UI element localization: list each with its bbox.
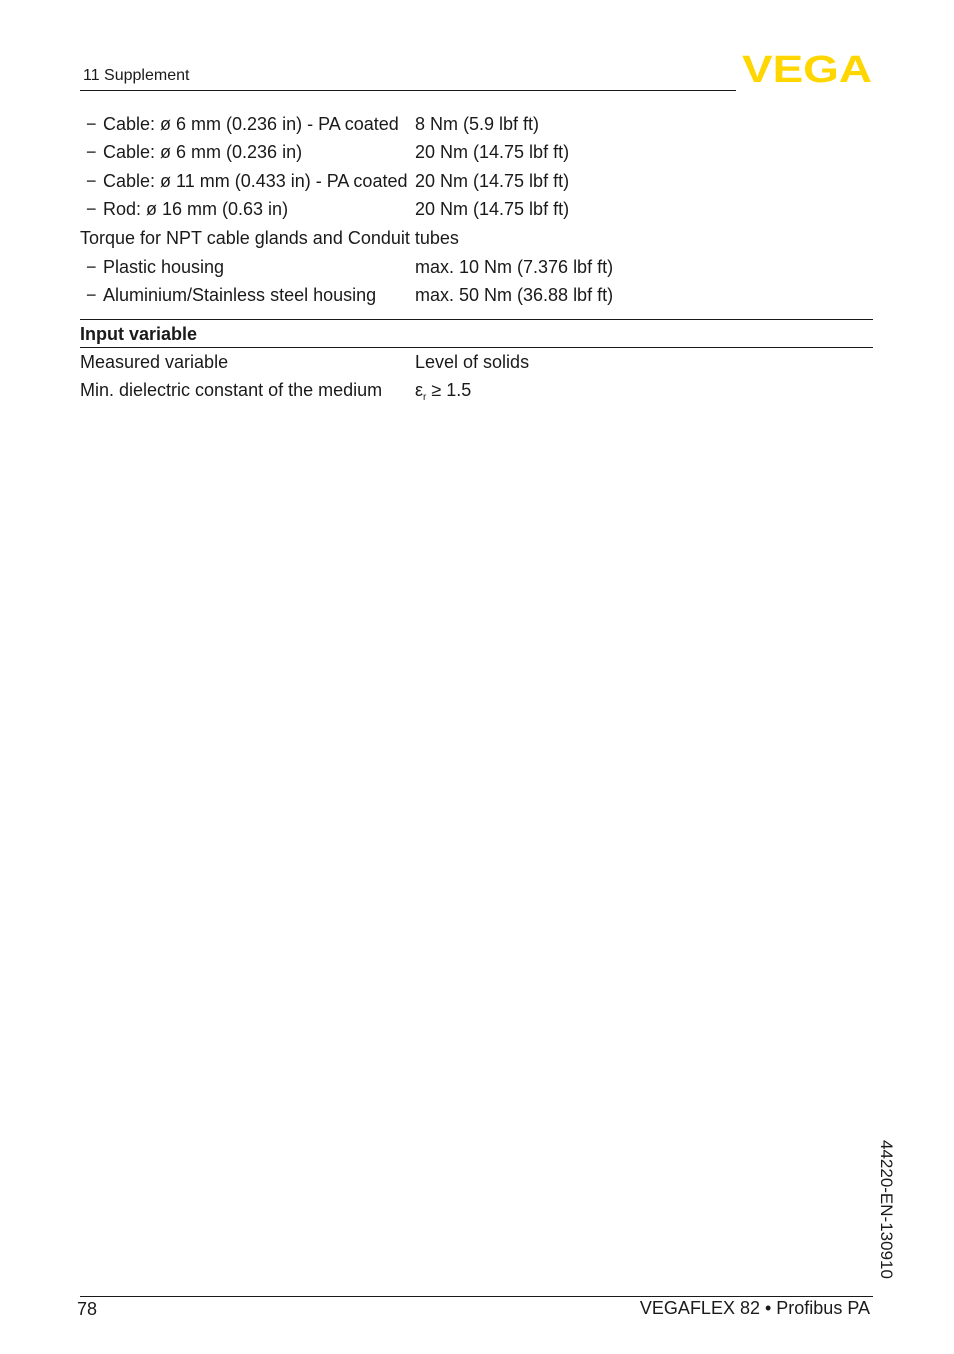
epsilon-subscript: r (423, 392, 427, 403)
row-value: 20 Nm (14.75 lbf ft) (415, 142, 570, 162)
row-label: Cable: ø 11 mm (0.433 in) - PA coated (103, 171, 408, 191)
row-value: 20 Nm (14.75 lbf ft) (415, 171, 570, 191)
logo-wordmark: VEGA (742, 52, 872, 84)
header-divider (80, 90, 736, 91)
row-label: Rod: ø 16 mm (0.63 in) (103, 199, 289, 219)
row-label: Cable: ø 6 mm (0.236 in) (103, 142, 303, 162)
row-value: max. 50 Nm (36.88 lbf ft) (415, 285, 614, 305)
footer-divider (80, 1296, 873, 1297)
row-label: Aluminium/Stainless steel housing (103, 285, 377, 305)
row-label: Cable: ø 6 mm (0.236 in) - PA coated (103, 114, 399, 134)
header-section-label: 11 Supplement (83, 67, 190, 84)
row-value: 8 Nm (5.9 lbf ft) (415, 114, 540, 134)
page-number: 78 (77, 1299, 98, 1319)
dielectric-value: ≥ 1.5 (426, 380, 472, 400)
vega-logo (742, 52, 872, 84)
bullet-dash: − (86, 142, 97, 162)
bullet-dash: − (86, 199, 97, 219)
row-value: max. 10 Nm (7.376 lbf ft) (415, 257, 614, 277)
document-id: 44220-EN-130910 (877, 1140, 896, 1279)
bullet-dash: − (86, 285, 97, 305)
row-value: Level of solids (415, 352, 530, 372)
bullet-dash: − (86, 114, 97, 134)
row-label: Min. dielectric constant of the medium (80, 380, 383, 400)
document-title: VEGAFLEX 82 • Profibus PA (639, 1298, 870, 1318)
row-value: 20 Nm (14.75 lbf ft) (415, 199, 570, 219)
npt-heading: Torque for NPT cable glands and Conduit tubes (80, 228, 459, 248)
row-value (415, 379, 471, 409)
section-top-rule (80, 319, 873, 320)
epsilon-symbol: ε (415, 380, 424, 400)
section-bottom-rule (80, 347, 873, 348)
bullet-dash: − (86, 257, 97, 277)
row-label: Plastic housing (103, 257, 225, 277)
bullet-dash: − (86, 171, 97, 191)
section-title-input-variable: Input variable (80, 324, 198, 344)
row-label: Measured variable (80, 352, 229, 372)
